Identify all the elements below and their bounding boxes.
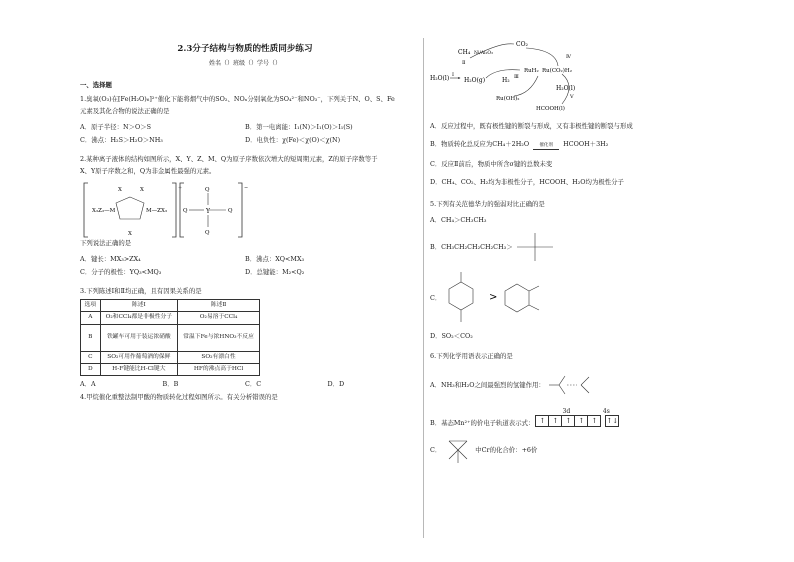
q5-option-c-label: C． (430, 293, 442, 302)
q1-stem: 1.臭氧(O₃)在[Fe(H₂O)₆]²⁺催化下能将烟气中的SO₂、NOₓ分别氧化为SO₄²⁻和NO₃⁻，下列关于N、O、S、Fe (80, 95, 395, 104)
svg-text:Y: Y (206, 208, 210, 216)
dg-ch4: CH₄ (458, 49, 471, 56)
q1-option-a[interactable]: A．原子半径：N＞O＞S (80, 123, 151, 132)
q2-option-a[interactable]: A．键长：MX₃>ZX₄ (80, 255, 141, 264)
q2-stem-2: X、Y原子序数之和，Q为非金属性最强的元素。 (80, 167, 216, 176)
table-row (81, 363, 260, 375)
orbital-box: ↑ (561, 415, 575, 427)
table-cell: O₂和CCl₄都是非极性分子 (100, 312, 177, 324)
q6-option-a[interactable] (430, 372, 730, 398)
q5-stem: 5.下列有关范德华力的强弱对比正确的是 (430, 199, 545, 208)
question-3 (80, 287, 410, 393)
table-cell: SO₂有漂白性 (178, 351, 260, 363)
table-cell: 常温下Fe与浓HNO₃不反应 (178, 324, 260, 351)
svg-text:Q: Q (205, 230, 210, 237)
q2-stem: 2.某种离子液体的结构如图所示，X、Y、Z、M、Q为原子序数依次增大的短周期元素，Z的原子序数等于 (80, 155, 378, 164)
q5-option-a[interactable]: A．CH₄＞CH₃CH₃ (430, 215, 487, 224)
q5-option-c[interactable] (430, 270, 730, 326)
dg-cat: Ni/Al₂O₃ (474, 51, 493, 56)
question-6 (430, 352, 730, 466)
q4-option-b[interactable] (430, 140, 730, 150)
q4-reaction-diagram (430, 38, 600, 114)
q3-option-d[interactable]: D．D (327, 380, 345, 389)
q6-option-b[interactable] (430, 408, 730, 428)
q1-option-b[interactable]: B．第一电离能：I₁(N)＞I₁(O)＞I₁(S) (245, 123, 353, 132)
q3-stem: 3.下列陈述Ⅰ和Ⅱ均正确，且有因果关系的是 (80, 287, 202, 296)
dg-ruco2h2: Ru(CO₂)H₂ (542, 68, 572, 74)
q5-option-b-text: B．CH₃CH₂CH₂CH₂CH₃＞ (430, 242, 513, 251)
svg-text:X: X (140, 187, 144, 194)
neopentane-structure (513, 230, 559, 264)
svg-text:Q: Q (205, 187, 210, 194)
q4-option-d[interactable]: D．CH₄、CO₂、H₂均为非极性分子，HCOOH、H₂O均为极性分子 (430, 177, 624, 186)
column-divider (423, 38, 424, 538)
table-header-row (81, 300, 260, 312)
dg-h2o-g: H₂O(g) (464, 77, 486, 84)
q3-option-a[interactable]: A．A (80, 380, 96, 389)
orbital-4s-label: 4s (602, 407, 610, 415)
q4-option-b-right: HCOOH＋3H₂ (563, 140, 609, 148)
question-5 (430, 200, 730, 340)
q6-stem: 6.下列化学用语表示正确的是 (430, 351, 513, 360)
q5-option-d[interactable]: D．SO₂＜CO₂ (430, 331, 473, 340)
table-cell: O₂易溶于CCl₄ (178, 312, 260, 324)
q3-option-c[interactable]: C．C (245, 380, 262, 389)
orbital-box: ↑ (574, 415, 588, 427)
q6-option-c-text: 中Cr的化合价：+6价 (475, 446, 538, 455)
header-statement-2: 陈述Ⅱ (178, 300, 260, 312)
hydrogen-bond-structure (545, 372, 595, 398)
table-row (81, 312, 260, 324)
cro5-structure (441, 435, 475, 465)
question-4-options (430, 122, 730, 186)
orbital-3d-label: 3d (562, 407, 571, 415)
q4-option-b-left: B．物质转化总反应为CH₄＋2H₂O (430, 140, 530, 148)
q2-option-c[interactable]: C．分子的极性：YQ₃<MQ₃ (80, 268, 162, 277)
q1-stem-2: 元素及其化合物的说法正确的是 (80, 107, 170, 116)
structure-svg (80, 179, 280, 241)
orbital-labels (536, 408, 619, 416)
dg-ruh2: RuH₂ (524, 68, 539, 74)
table-cell: 铁罐车可用于装运浓硝酸 (100, 324, 177, 351)
q6-option-a-text: A．NH₃和H₂O之间最强烈的氢键作用： (430, 380, 545, 389)
dg-r2: Ⅱ (462, 60, 466, 66)
dg-h2: H₂ (502, 77, 510, 84)
q6-option-c-label: C． (430, 446, 442, 455)
dg-co2: CO₂ (516, 41, 528, 48)
svg-text:Q: Q (183, 208, 188, 215)
q2-option-b[interactable]: B．沸点：XQ<MX₃ (245, 255, 305, 264)
dg-ruoh2: Ru(OH)₂ (496, 96, 520, 102)
svg-text:−: − (244, 185, 249, 192)
question-2 (80, 155, 410, 281)
q4-option-a[interactable]: A．反应过程中，既有极性键的断裂与形成，又有非极性键的断裂与形成 (430, 122, 633, 130)
dg-r5: Ⅴ (570, 94, 574, 100)
q4-option-c[interactable]: C．反应Ⅱ前后，物质中所含σ键的总数未变 (430, 159, 553, 168)
table-row (81, 324, 260, 351)
dg-r3: Ⅲ (514, 74, 519, 80)
dg-h2o-l2: H₂O(l) (556, 85, 576, 92)
document-title: 2.3分子结构与物质的性质同步练习 (177, 44, 313, 54)
orbital-box: ↑ (587, 415, 601, 427)
q6-option-c[interactable] (430, 435, 730, 465)
orbital-box: ↑ (548, 415, 562, 427)
table-cell: H-F键能比H-Cl键大 (100, 363, 177, 375)
header-option: 选项 (81, 300, 101, 312)
svg-text:>: > (489, 291, 498, 303)
q2-prompt: 下列说法正确的是 (80, 239, 132, 248)
dg-r4: Ⅳ (566, 54, 571, 60)
q3-option-b[interactable]: B．B (162, 380, 179, 389)
dg-h2o-l: H₂O(l) (430, 75, 450, 82)
student-info: 姓名（）班级（）学号（） (208, 59, 281, 67)
q2-options (80, 255, 410, 281)
table-row (81, 351, 260, 363)
left-column (80, 40, 410, 401)
svg-text:+: + (178, 185, 183, 192)
svg-text:Q: Q (228, 208, 233, 215)
table-cell: A (81, 312, 101, 324)
right-column (430, 38, 730, 465)
q5-option-b[interactable] (430, 230, 730, 264)
dg-hcooh: HCOOH(l) (536, 106, 565, 112)
q1-options (80, 123, 410, 149)
q1-option-d[interactable]: D．电负性：χ(Fe)＜χ(O)＜χ(N) (245, 136, 341, 145)
q3-table (80, 299, 260, 376)
table-cell: SO₂可用作葡萄酒的保鲜 (100, 351, 177, 363)
q6-option-b-text: B．基态Mn²⁺的价电子轨道表示式： (430, 419, 535, 428)
table-cell: HF的沸点高于HCl (178, 363, 260, 375)
orbital-box: ↑ (535, 415, 549, 427)
orbital-diagram (536, 408, 619, 428)
section-heading: 一、选择题 (80, 81, 112, 90)
ionic-liquid-structure (80, 179, 410, 239)
catalyst-arrow: 催化剂 (533, 143, 559, 150)
dg-r1: Ⅰ (452, 72, 454, 78)
svg-text:X: X (128, 231, 132, 238)
header-statement-1: 陈述Ⅰ (100, 300, 177, 312)
svg-text:X: X (118, 187, 122, 194)
q4-stem: 4.甲烷催化重整法制甲酸的物质转化过程如图所示。有关分析错误的是 (80, 393, 278, 402)
svg-text:X₃Z₂—M: X₃Z₂—M (92, 208, 116, 215)
orbital-boxes (536, 415, 619, 427)
q1-option-c[interactable]: C．沸点：H₂S＞H₂O＞NH₃ (80, 136, 163, 145)
orbital-box: ↑↓ (606, 417, 619, 426)
q2-option-d[interactable]: D．总键能：M₂<Q₂ (245, 268, 305, 277)
xylene-comparison (441, 270, 551, 326)
svg-text:M—ZX₃: M—ZX₃ (146, 208, 168, 215)
question-1 (80, 95, 410, 149)
table-cell: B (81, 324, 101, 351)
q3-options (80, 380, 410, 393)
table-cell: D (81, 363, 101, 375)
table-cell: C (81, 351, 101, 363)
